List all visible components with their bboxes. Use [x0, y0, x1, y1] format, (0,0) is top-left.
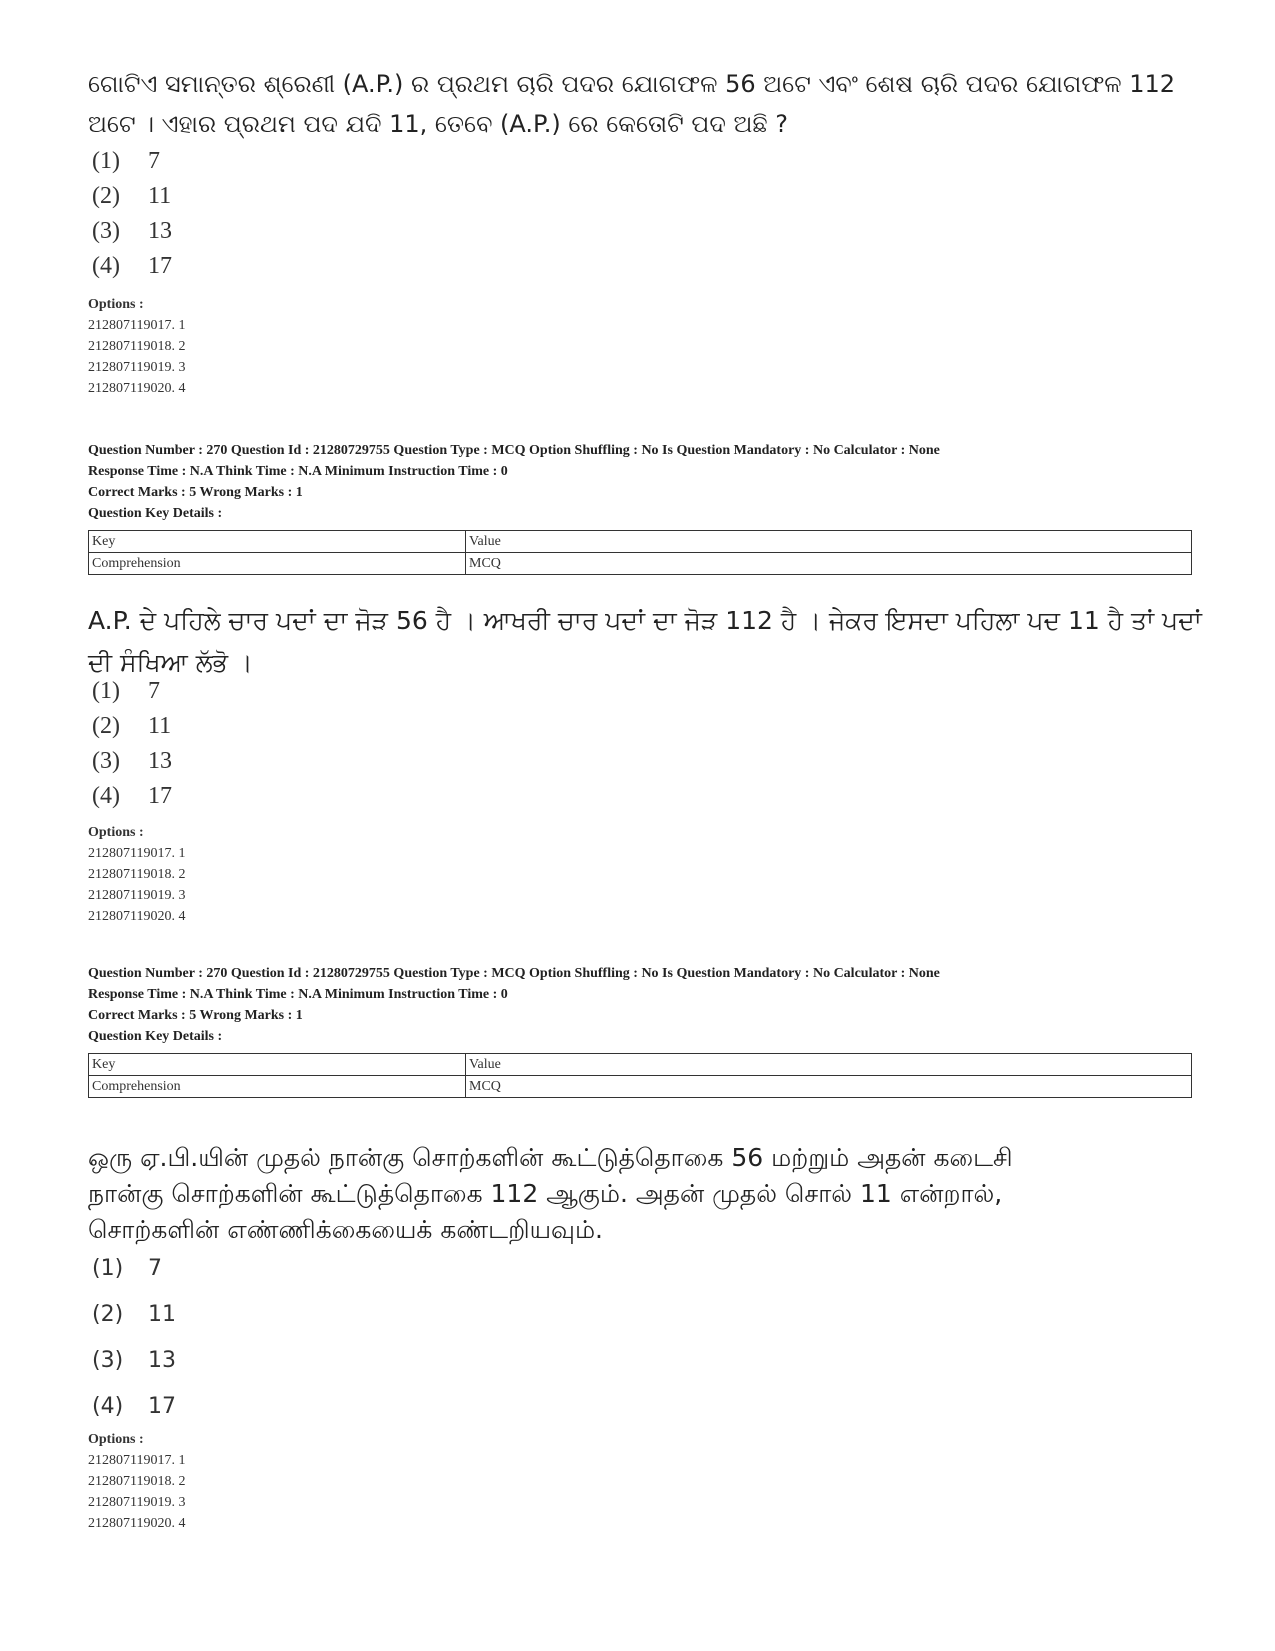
- table-row: [89, 553, 1192, 575]
- question-meta-line: Correct Marks : 5 Wrong Marks : 1: [88, 1008, 303, 1023]
- answer-choice: [92, 148, 160, 175]
- table-row: [89, 1076, 1192, 1098]
- option-id: 212807119020. 4: [88, 381, 186, 396]
- option-id: 212807119017. 1: [88, 846, 186, 861]
- answer-choice: [92, 253, 172, 280]
- options-label: Options :: [88, 297, 144, 312]
- choice-value: 17: [148, 253, 172, 279]
- question-text-odia: ଗୋଟିଏ ସମାନ୍ତର ଶ୍ରେଣୀ (A.P.) ର ପ୍ରଥମ ଚାରି ପଦର ଯୋଗଫଳ 56 ଅଟେ ଏବଂ ଶେଷ ଚାରି ପଦର ଯୋଗଫଳ 112 ଅଟେ । ଏହାର ପ୍ରଥମ ପଦ ଯଦି 11, ତେବେ (A.P.) ରେ କେତୋଟି ପଦ ଅଛି ?: [88, 70, 1176, 138]
- choice-value: 11: [148, 183, 172, 209]
- choice-number: (3): [92, 748, 120, 774]
- question-meta-line: Response Time : N.A Think Time : N.A Minimum Instruction Time : 0: [88, 464, 508, 479]
- option-id: 212807119018. 2: [88, 867, 186, 882]
- question-meta-line: Response Time : N.A Think Time : N.A Minimum Instruction Time : 0: [88, 987, 508, 1002]
- option-id: 212807119020. 4: [88, 909, 186, 924]
- option-id: 212807119019. 3: [88, 360, 186, 375]
- answer-choice: [92, 783, 172, 810]
- answer-choice: [92, 713, 171, 740]
- question-meta-line: Question Number : 270 Question Id : 21280729755 Question Type : MCQ Option Shuffling : No Is Question Mandatory : No Calculator : None: [88, 443, 940, 458]
- choice-value: 7: [148, 1256, 162, 1281]
- option-id: 212807119019. 3: [88, 888, 186, 903]
- table-cell-value: MCQ: [466, 553, 1192, 575]
- choice-number: (4): [92, 253, 120, 279]
- choice-value: 11: [148, 713, 172, 739]
- question-key-details-label: Question Key Details :: [88, 1029, 223, 1044]
- question-key-details-label: Question Key Details :: [88, 506, 223, 521]
- table-header-row: [89, 1054, 1192, 1076]
- choice-value: 11: [148, 1302, 176, 1327]
- choice-number: (2): [92, 183, 120, 209]
- table-cell-key: Comprehension: [89, 1076, 466, 1098]
- answer-choice: [92, 183, 171, 210]
- choice-value: 7: [148, 678, 160, 704]
- choice-value: 17: [148, 783, 172, 809]
- options-list: [88, 294, 185, 399]
- question-meta-line: Correct Marks : 5 Wrong Marks : 1: [88, 485, 303, 500]
- table-header-key: Key: [89, 1054, 466, 1076]
- question-text-tamil: ஒரு ஏ.பி.யின் முதல் நான்கு சொற்களின் கூட்டுத்தொகை 56 மற்றும் அதன் கடைசி நான்கு சொற்களின் கூட்டுத்தொகை 112 ஆகும். அதன் முதல் சொல் 11 என்றால், சொற்களின் எண்ணிக்கையைக் கண்டறியவும்.: [88, 1143, 1013, 1244]
- choice-number: (4): [92, 1394, 124, 1419]
- choice-value: 13: [148, 748, 172, 774]
- option-id: 212807119017. 1: [88, 318, 186, 333]
- question-metadata: [88, 963, 1198, 1047]
- table-header-key: Key: [89, 531, 466, 553]
- answer-choice: [92, 1348, 176, 1373]
- options-label: Options :: [88, 1432, 144, 1447]
- choice-number: (1): [92, 1256, 124, 1281]
- table-cell-value: MCQ: [466, 1076, 1192, 1098]
- table-header-row: [89, 531, 1192, 553]
- choice-number: (2): [92, 713, 120, 739]
- question-key-table: [88, 1053, 1192, 1098]
- choice-value: 7: [148, 148, 160, 174]
- option-id: 212807119020. 4: [88, 1516, 186, 1531]
- table-header-value: Value: [466, 531, 1192, 553]
- question-key-table: [88, 530, 1192, 575]
- option-id: 212807119018. 2: [88, 339, 186, 354]
- option-id: 212807119019. 3: [88, 1495, 186, 1510]
- question-meta-line: Question Number : 270 Question Id : 21280729755 Question Type : MCQ Option Shuffling : No Is Question Mandatory : No Calculator : None: [88, 966, 940, 981]
- options-list: [88, 822, 185, 927]
- answer-choice: [92, 678, 160, 705]
- answer-choice: [92, 748, 172, 775]
- choice-number: (1): [92, 148, 120, 174]
- answer-choice: [92, 1302, 176, 1327]
- option-id: 212807119018. 2: [88, 1474, 186, 1489]
- choice-value: 13: [148, 1348, 176, 1373]
- options-list: [88, 1429, 185, 1534]
- choice-number: (3): [92, 218, 120, 244]
- answer-choice: [92, 1394, 176, 1419]
- option-id: 212807119017. 1: [88, 1453, 186, 1468]
- choice-number: (2): [92, 1302, 124, 1327]
- question-text-punjabi: A.P. ਦੇ ਪਹਿਲੇ ਚਾਰ ਪਦਾਂ ਦਾ ਜੋੜ 56 ਹੈ । ਆਖਰੀ ਚਾਰ ਪਦਾਂ ਦਾ ਜੋੜ 112 ਹੈ । ਜੇਕਰ ਇਸਦਾ ਪਹਿਲਾ ਪਦ 11 ਹੈ ਤਾਂ ਪਦਾਂ ਦੀ ਸੰਖਿਆ ਲੱਭੋ ।: [88, 606, 1202, 677]
- choice-value: 17: [148, 1394, 176, 1419]
- choice-number: (4): [92, 783, 120, 809]
- table-cell-key: Comprehension: [89, 553, 466, 575]
- options-label: Options :: [88, 825, 144, 840]
- table-header-value: Value: [466, 1054, 1192, 1076]
- answer-choice: [92, 218, 172, 245]
- choice-number: (1): [92, 678, 120, 704]
- question-metadata: [88, 440, 1198, 524]
- answer-choice: [92, 1256, 162, 1281]
- choice-number: (3): [92, 1348, 124, 1373]
- choice-value: 13: [148, 218, 172, 244]
